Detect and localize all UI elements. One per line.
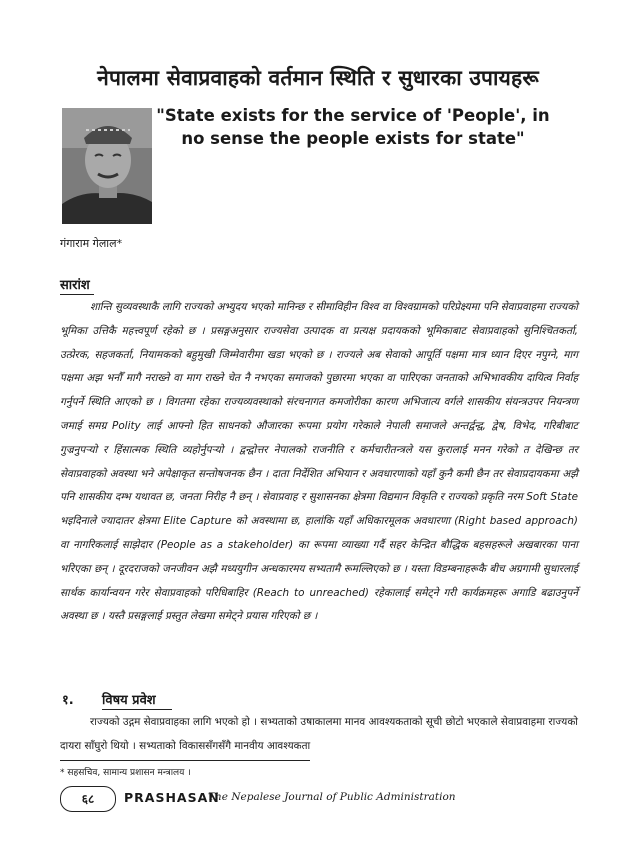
abstract-body (60, 296, 578, 629)
section-1-number: १. (62, 693, 74, 708)
author-name: गंगाराम गेलाल* (60, 237, 123, 250)
footnote-rule (60, 760, 310, 761)
author-portrait-image (62, 108, 152, 224)
footnote: * सहसचिव, सामान्य प्रशासन मन्त्रालय । (60, 768, 191, 778)
abstract-paragraph: शान्ति सुव्यवस्थाकै लागि राज्यको अभ्युदय भएको मानिन्छ र सीमाविहीन विश्व वा विश्वग्रामको परिप्रेक्ष्यमा पनि सेवाप्रवाहमा राज्यको भूमिका उत्तिकै महत्त्वपूर्ण रहेको छ । प्रसङ्गअनुसार राज्यसेवा उत्पादक वा प्रत्यक्ष प्रदायकको भूमिकाबाट सेवाप्रवाहको सुनिश्चितकर्ता, उत्प्रेरक, सहजकर्ता, नियामकको बहुमुखी जिम्मेवारीमा खडा भएको छ । राज्यले अब सेवाको आपूर्ति पक्षमा मात्र ध्यान दिएर नपुग्ने, माग पक्षमा अझ भनौँ मागै नराख्ने वा माग राख्ने चेत नै नभएका समाजको पुछारमा भएका वा पारिएका जनताको अभिभावकीय दायित्व निर्वाह गर्नुपर्ने स्थिति आएको छ । विगतमा रहेका राज्यव्यवस्थाको संरचनागत कमजोरीका कारण अभिजात्य वर्गले शासकीय संयन्त्रउपर नियन्त्रण जमाई समग्र Polity लाई आफ्नो हित साधनको औजारका रूपमा प्रयोग गरेकाले नेपाली समाजले अन्तर्द्वन्द्व, द्वेष, विभेद, गरिबीबाट गुज्रनुपर्‍यो र हिंसात्मक स्थिति व्यहोर्नुपर्‍यो । द्वन्द्वोत्तर नेपालको राजनीति र कर्मचारीतन्त्रले यस कुरालाई मनन गरेको त देखिन्छ तर सेवाप्रवाहको अवस्था भने अपेक्षाकृत सन्तोषजनक छैन । दाता निर्देशित अभियान र अवधारणाको यहाँ कुनै कमी छैन तर सेवाप्रदायकमा अझै पनि शासकीय दम्भ यथावत छ, जनता निरीह नै छन् । सेवाप्रवाह र सुशासनका क्षेत्रमा विद्यमान विकृति र राज्यको प्रकृति नरम Soft State भइदिनाले ज्यादातर क्षेत्रमा Elite Capture को अवस्थामा छ, हालांकि यहाँ अधिकारमूलक अवधारणा (Right based approach) वा नागरिकलाई साझेदार (People as a stakeholder) का रूपमा व्याख्या गर्दै सहर केन्द्रित बौद्धिक बहसहरूले अखबारका पाना भरिएका छन् । दूरदराजको जनजीवन अझै मध्ययुगीन अन्धकारमय सभ्यतामै रूमल्लिएको छ । यस्ता विडम्बनाहरूकै बीच अग्रगामी सुधारलाई सार्थक कार्यान्वयन गरेर सेवाप्रवाहको परिधिबाहिर (Reach to unreached) रहेकालाई समेट्ने गरी कार्यक्रमहरू अगाडि बढाउनुपर्ने अवस्था छ । यस्तै प्रसङ्गलाई प्रस्तुत लेखमा समेट्ने प्रयास गरिएको छ । (60, 301, 578, 623)
abstract-heading-text: सारांश (60, 278, 90, 293)
page-number: ६८ (60, 786, 116, 812)
abstract-heading (60, 275, 90, 293)
author-photo (62, 108, 152, 224)
article-title: नेपालमा सेवाप्रवाहको वर्तमान स्थिति र सुधारका उपायहरू (97, 66, 539, 90)
epigraph-quote (150, 104, 556, 150)
page-footer (60, 786, 580, 812)
section-1-title: विषय प्रवेश (102, 693, 156, 708)
journal-name: PRASHASAN (124, 790, 220, 805)
section-1-heading (62, 690, 156, 708)
quote-line-1: "State exists for the service of 'People', in (156, 106, 550, 125)
quote-line-2: no sense the people exists for state" (181, 129, 525, 148)
section-1-underline (102, 709, 172, 710)
journal-subtitle: The Nepalese Journal of Public Administration (208, 791, 456, 803)
abstract-heading-underline (60, 294, 94, 295)
section-1-paragraph: राज्यको उद्गम सेवाप्रवाहका लागि भएको हो । सभ्यताको उषाकालमा मानव आवश्यकताको सूची छोटो भएकाले सेवाप्रवाहमा राज्यको दायरा साँघुरो थियो । सभ्यताको विकाससँगसँगै मानवीय आवश्यकता (60, 716, 578, 752)
